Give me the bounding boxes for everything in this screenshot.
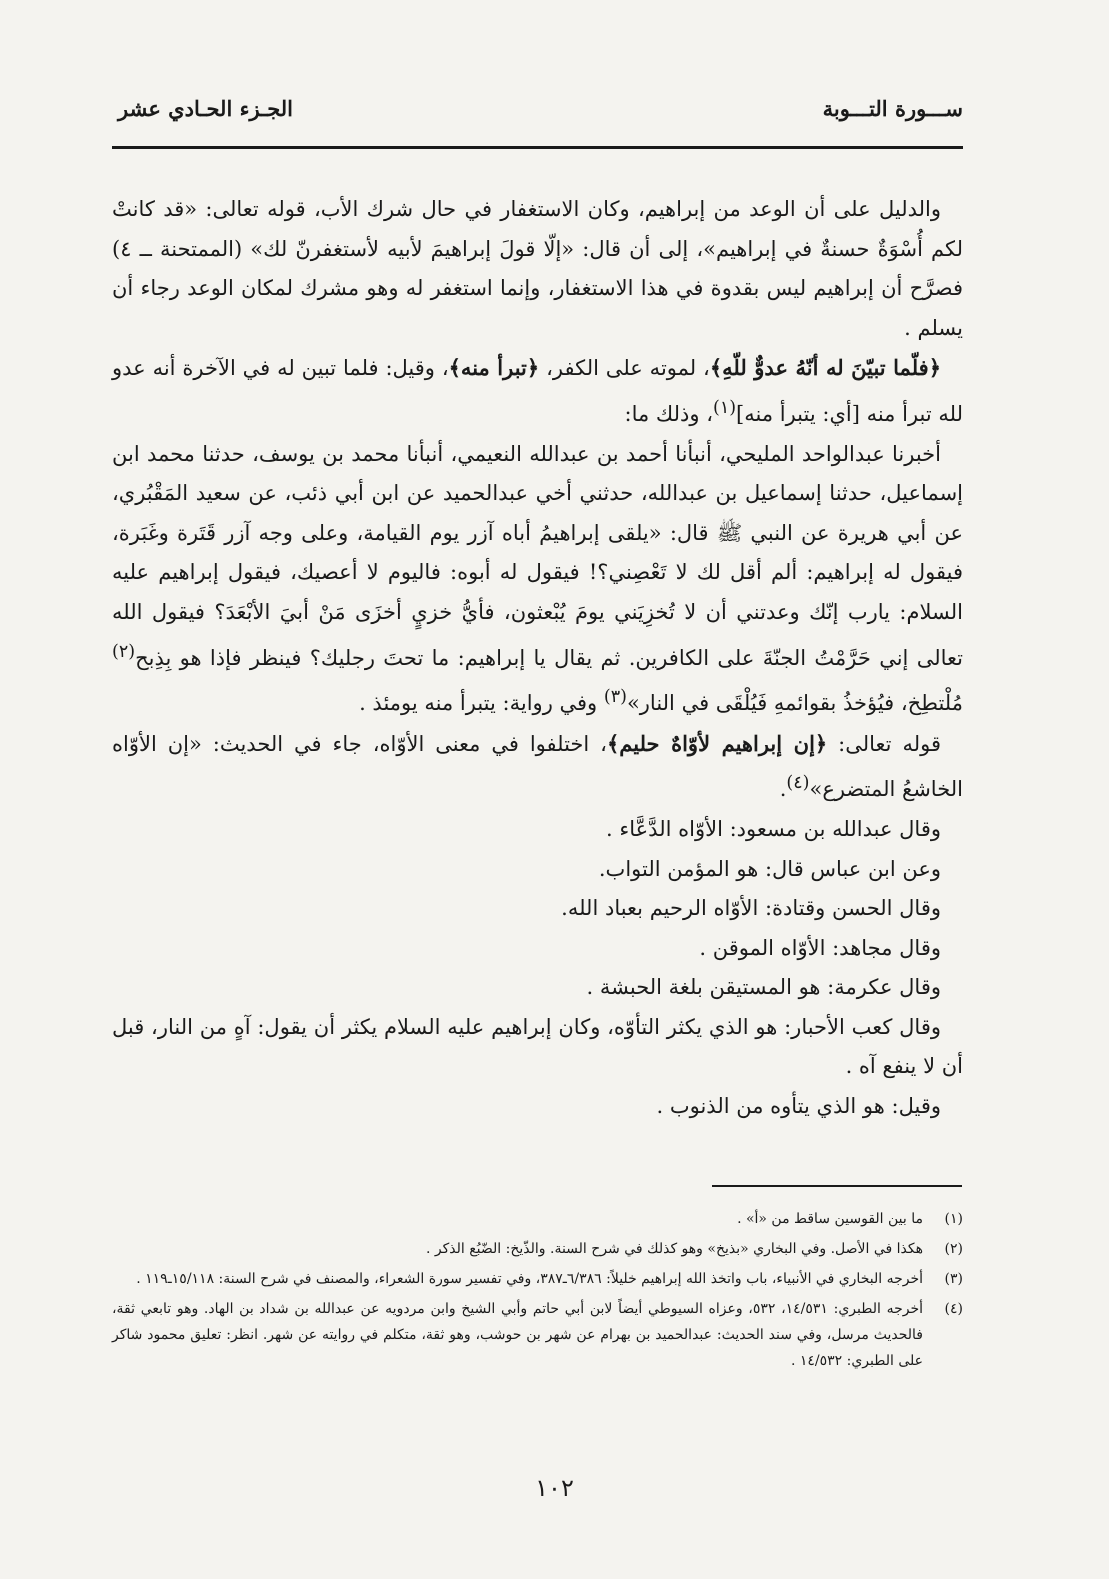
quote-line: وعن ابن عباس قال: هو المؤمن التواب. <box>598 856 941 881</box>
quote-line: وقال عبدالله بن مسعود: الأوّاه الدَّعَّاء . <box>606 816 941 841</box>
verse-quote: ﴿تبرأ منه﴾ <box>448 355 540 381</box>
footnote-text: أخرجه البخاري في الأنبياء، باب واتخذ الله إبراهيم خليلاً: ٦/٣٨٦ـ٣٨٧، وفي تفسير سورة الشعراء، والمصنف في شرح السنة: ١٥/١١٨ـ١١٩ . <box>136 1271 923 1287</box>
paragraph: وقيل: هو الذي يتأوه من الذنوب . <box>656 1094 941 1119</box>
text-span: قوله تعالى: <box>827 731 941 756</box>
main-text <box>112 190 963 1127</box>
paragraph: وقال كعب الأحبار: هو الذي يكثر التأوّه، وكان إبراهيم عليه السلام يكثر أن يقول: آهٍ من النار، قبل أن لا ينفع آه . <box>112 1014 963 1079</box>
footnote <box>112 1206 963 1232</box>
surah-title: ســـورة التـــوبة <box>822 96 963 121</box>
footnote-number: (٤) <box>944 1301 963 1317</box>
text-span: ، لموته على الكفر، <box>539 356 710 381</box>
paragraph <box>112 348 963 434</box>
page-number: ١٠٢ <box>535 1474 574 1502</box>
running-header <box>118 96 963 136</box>
part-title: الجـزء الحـادي عشر <box>118 96 294 121</box>
footnotes <box>112 1206 963 1378</box>
text-span: ، وذلك ما: <box>624 401 713 426</box>
quote-line: وقال مجاهد: الأوّاه الموقن . <box>699 935 941 960</box>
footnote-ref: (٣) <box>603 687 627 708</box>
footnote <box>112 1296 963 1374</box>
footnote-ref: (٢) <box>112 641 136 662</box>
footnote <box>112 1266 963 1292</box>
footnote <box>112 1236 963 1262</box>
text-span: أخبرنا عبدالواحد المليحي، أنبأنا أحمد بن عبدالله النعيمي، أنبأنا محمد بن يوسف، حدثنا محمد ابن إسماعيل، حدثنا إسماعيل بن عبدالله، حدثني أخي عبدالحميد عن ابن أبي ذئب، عن سعيد المَقْبُري، عن أبي هريرة عن النبي ﷺ قال: «يلقى إبراهيمُ أباه آزر يوم القيامة، وعلى وجه آزر قَتَرة وغَبَرة، فيقول له إبراهيم: ألم أقل لك لا تَعْصِني؟! فيقول له أبوه: فاليوم لا أعصيك، فيقول إبراهيم عليه السلام: يارب إنّك وعدتني أن لا تُخزِيَني يومَ يُبْعثون، فأيُّ خزيٍ أخزَى مَنْ أبيَ الأبْعَدَ؟ فيقول الله تعالى إني حَرَّمْتُ الجنّةَ على الكافرين. ثم يقال يا إبراهيم: ما تحتَ رجليك؟ فينظر فإذا هو بِذِبح <box>112 441 963 670</box>
footnote-ref: (٤) <box>786 773 810 794</box>
text-span: ، وقيل: فلما تبين له في الآخرة أنه عدو لله تبرأ منه [أي: يتبرأ منه] <box>112 356 963 426</box>
footnote-text: ما بين القوسين ساقط من «أ» . <box>737 1211 923 1227</box>
footnote-number: (٢) <box>944 1241 963 1257</box>
paragraph: والدليل على أن الوعد من إبراهيم، وكان الاستغفار في حال شرك الأب، قوله تعالى: «قد كانتْ لكم أُسْوَةٌ حسنةٌ في إبراهيم»، إلى أن قال: «إلّا قولَ إبراهيمَ لأبيه لأستغفرنّ لك» (الممتحنة ــ ٤) فصرَّح أن إبراهيم ليس بقدوة في هذا الاستغفار، وإنما استغفر له وهو مشرك لمكان الوعد رجاء أن يسلم . <box>112 197 963 340</box>
footnote-text: أخرجه الطبري: ١٤/٥٣١، ٥٣٢، وعزاه السيوطي أيضاً لابن أبي حاتم وأبي الشيخ وابن مردويه عن عبدالله بن شداد بن الهاد. وهو تابعي ثقة، فالحديث مرسل، وفي سند الحديث: عبدالحميد بن بهرام عن شهر بن حوشب، وهو ثقة، متكلم في روايته عن شهر. انظر: تعليق محمود شاكر على الطبري: ١٤/٥٣٢ . <box>112 1301 924 1369</box>
text-span: وفي رواية: يتبرأ منه يومئذ . <box>359 691 604 716</box>
footnote-number: (١) <box>944 1211 963 1227</box>
paragraph <box>112 724 963 810</box>
footnote-ref: (١) <box>712 397 737 418</box>
footnote-number: (٣) <box>944 1271 963 1287</box>
footnote-text: هكذا في الأصل. وفي البخاري «بذيخ» وهو كذلك في شرح السنة. والذّيخ: الضّبُع الذكر . <box>425 1241 923 1257</box>
text-span: . <box>779 777 787 802</box>
header-rule <box>112 146 963 149</box>
text-span: مُلْتطِخ، فيُؤخذُ بقوائمهِ فَيُلْقَى في النار» <box>626 691 963 716</box>
verse-quote: ﴿فلّما تبيّنَ له أنّهُ عدوٌّ للّهِ﴾ <box>709 355 941 381</box>
quote-line: وقال عكرمة: هو المستيقن بلغة الحبشة . <box>586 975 941 1000</box>
paragraph <box>112 435 963 724</box>
verse-quote: ﴿إن إبراهيم لأوّاهٌ حليم﴾ <box>606 730 828 756</box>
quote-line: وقال الحسن وقتادة: الأوّاه الرحيم بعباد الله. <box>561 896 941 921</box>
footnote-rule <box>712 1185 962 1187</box>
text-span: ، اختلفوا في معنى الأوّاه، جاء في الحديث: «إن الأوّاه الخاشعُ المتضرع» <box>112 731 963 802</box>
